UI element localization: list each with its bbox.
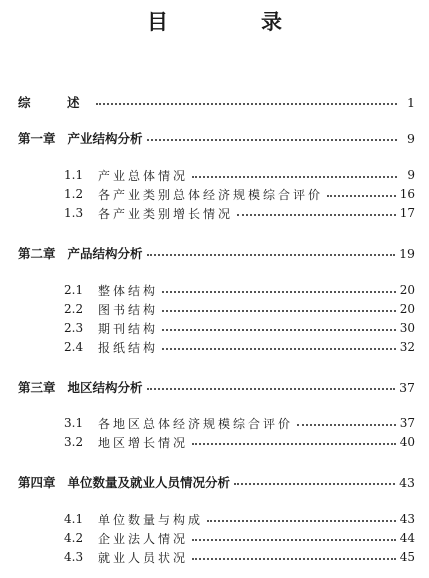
leader-dots <box>147 254 396 256</box>
toc-page-number: 30 <box>399 321 415 335</box>
section-number: 2.3 <box>64 321 84 335</box>
chapter-title: 单位数量及就业人员情况分析 <box>67 475 231 490</box>
toc-page-number: 9 <box>407 168 415 182</box>
leader-dots <box>162 329 396 331</box>
leader-dots <box>192 558 396 560</box>
toc-page-number: 9 <box>407 130 415 146</box>
toc-section-1-3[interactable] <box>0 203 429 223</box>
section-title: 单位数量与构成 <box>98 512 204 527</box>
chapter-title: 地区结构分析 <box>67 380 143 395</box>
leader-dots <box>96 103 397 105</box>
toc-chapter-1[interactable] <box>0 128 429 148</box>
section-number: 2.4 <box>64 340 84 354</box>
toc-page-number: 20 <box>399 302 415 316</box>
section-number: 3.2 <box>64 435 84 449</box>
section-number: 4.3 <box>64 550 84 564</box>
toc-section-2-4[interactable] <box>0 337 429 357</box>
toc-section-3-1[interactable] <box>0 413 429 433</box>
toc-section-3-2[interactable] <box>0 432 429 452</box>
toc-section-1-1[interactable] <box>0 165 429 185</box>
toc-section-4-3[interactable] <box>0 547 429 567</box>
toc-page-number: 44 <box>399 531 415 545</box>
toc-page-number: 37 <box>399 416 415 430</box>
toc-page-number: 40 <box>399 435 415 449</box>
section-number: 2.2 <box>64 302 84 316</box>
section-number: 4.2 <box>64 531 84 545</box>
section-number: 1.3 <box>64 206 84 220</box>
toc-page-number: 1 <box>407 94 415 110</box>
section-number: 4.1 <box>64 512 84 526</box>
leader-dots <box>162 291 396 293</box>
section-title: 各产业类别增长情况 <box>98 206 234 221</box>
toc-section-2-1[interactable] <box>0 280 429 300</box>
chapter-number: 第三章 <box>18 380 56 395</box>
toc-page-number: 43 <box>399 512 415 526</box>
leader-dots <box>162 348 396 350</box>
toc-section-4-1[interactable] <box>0 509 429 529</box>
toc-chapter-3[interactable] <box>0 377 429 397</box>
page-title: 目 录 <box>147 9 318 34</box>
section-title: 各地区总体经济规模综合评价 <box>98 416 294 431</box>
toc-chapter-4[interactable] <box>0 472 429 492</box>
toc-entry-label: 综 述 <box>18 95 92 110</box>
leader-dots <box>147 139 397 141</box>
toc-page-number: 17 <box>399 206 415 220</box>
toc-page-number: 32 <box>399 340 415 354</box>
leader-dots <box>147 388 396 390</box>
section-title: 地区增长情况 <box>98 435 189 450</box>
chapter-number: 第二章 <box>18 246 56 261</box>
toc-entry-overview[interactable] <box>0 92 429 112</box>
toc-section-2-3[interactable] <box>0 318 429 338</box>
leader-dots <box>297 424 396 426</box>
toc-page-number: 16 <box>399 187 415 201</box>
section-title: 图书结构 <box>98 302 159 317</box>
toc-section-1-2[interactable] <box>0 184 429 204</box>
toc-section-4-2[interactable] <box>0 528 429 548</box>
section-title: 各产业类别总体经济规模综合评价 <box>98 187 324 202</box>
leader-dots <box>162 310 396 312</box>
chapter-number: 第四章 <box>18 475 56 490</box>
section-number: 1.2 <box>64 187 84 201</box>
leader-dots <box>237 214 396 216</box>
section-number: 1.1 <box>64 168 84 182</box>
section-title: 就业人员状况 <box>98 550 189 565</box>
section-title: 报纸结构 <box>98 340 159 355</box>
toc-page-number: 19 <box>399 245 415 261</box>
section-title: 整体结构 <box>98 283 159 298</box>
toc-chapter-2[interactable] <box>0 243 429 263</box>
section-number: 3.1 <box>64 416 84 430</box>
chapter-number: 第一章 <box>18 131 56 146</box>
leader-dots <box>192 176 397 178</box>
section-title: 企业法人情况 <box>98 531 189 546</box>
section-number: 2.1 <box>64 283 84 297</box>
leader-dots <box>234 483 395 485</box>
leader-dots <box>207 520 396 522</box>
chapter-title: 产品结构分析 <box>67 246 143 261</box>
leader-dots <box>192 539 396 541</box>
section-title: 产业总体情况 <box>98 168 189 183</box>
toc-page-number: 45 <box>399 550 415 564</box>
toc-page-number: 20 <box>399 283 415 297</box>
toc-section-2-2[interactable] <box>0 299 429 319</box>
toc-page-number: 37 <box>399 379 415 395</box>
leader-dots <box>192 443 396 445</box>
section-title: 期刊结构 <box>98 321 159 336</box>
leader-dots <box>327 195 396 197</box>
chapter-title: 产业结构分析 <box>67 131 143 146</box>
toc-page-number: 43 <box>399 474 415 490</box>
